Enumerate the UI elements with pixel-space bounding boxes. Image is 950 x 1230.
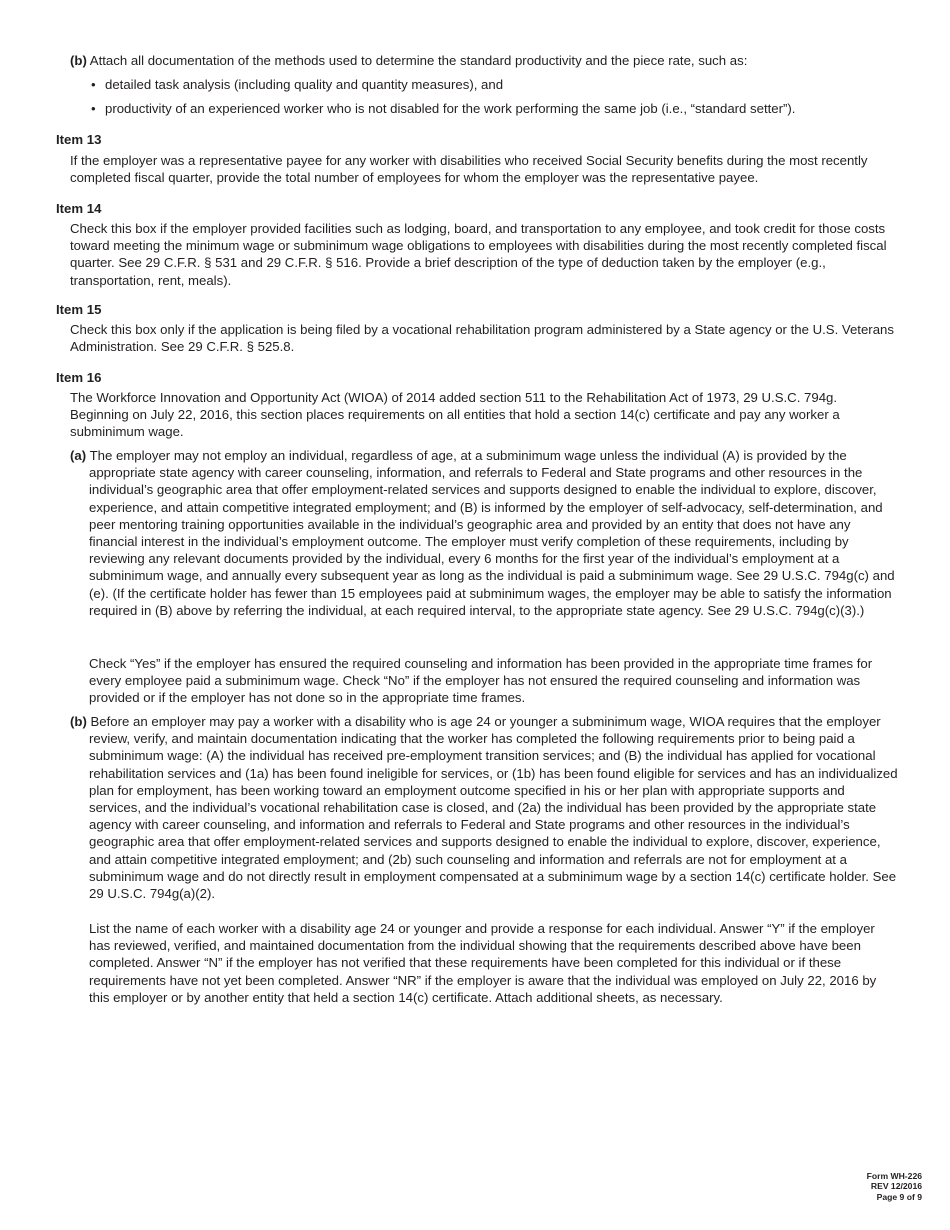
item12-b-label: (b) bbox=[70, 53, 87, 68]
form-revision: REV 12/2016 bbox=[870, 1181, 922, 1192]
item16-a-text2: Check “Yes” if the employer has ensured the required counseling and information has been provided in the appropriate time frames for every employee paid a subminimum wage. Check “No” if the employer has not ensured the required counseling and information was provided or if the employer has not done so in the appropriate time frames. bbox=[89, 656, 873, 706]
item16-intro: The Workforce Innovation and Opportunity Act (WIOA) of 2014 added section 511 to the Rehabilitation Act of 1973, 29 U.S.C. 794g. Beginning on July 22, 2016, this section places requirements on all entities that hold a section 14(c) certificate and pay any worker a subminimum wage. bbox=[70, 390, 840, 440]
item12-b-text: Attach all documentation of the methods used to determine the standard productivity and the piece rate, such as: bbox=[89, 53, 748, 68]
page-number: Page 9 of 9 bbox=[876, 1191, 922, 1202]
list-item bbox=[91, 76, 891, 93]
item13-heading: Item 13 bbox=[56, 132, 102, 147]
item16-b bbox=[70, 713, 898, 902]
item13-text: If the employer was a representative payee for any worker with disabilities who received Social Security benefits during the most recently completed fiscal quarter, provide the total number of employees for whom the employer was the representative payee. bbox=[70, 153, 868, 186]
form-number: Form WH-226 bbox=[866, 1171, 922, 1181]
item16-a-text: The employer may not employ an individual, regardless of age, at a subminimum wage unless the individual (A) is provided by the appropriate state agency with career counseling, information, and referrals to Federal and State programs and other resources in the individual’s geographic area that offer employment-related services and supports designed to enable the individual to explore, discover, experience, and attain competitive integrated employment; and (B) is informed by the employer of self-advocacy, self-determination, and peer mentoring training opportunities available in the individual’s geographic area and provided by an entity that does not have any financial interest in the individual’s employment outcome. The employer must verify completion of these requirements, including by reviewing any relevant documents provided by the individual, every 6 months for the first year of the individual’s employment at a subminimum wage, and annually every subsequent year as long as the individual is paid a subminimum wage. See 29 U.S.C. 794g(c) and (e). (If the certificate holder has fewer than 15 employees paid at subminimum wages, the employer may be able to satisfy the information required in (B) above by referring the individual, at each required interval, to the appropriate state agency. See 29 U.S.C. 794g(c)(3).) bbox=[89, 448, 895, 618]
item16-b-note bbox=[70, 920, 898, 1006]
item16-a bbox=[70, 447, 898, 619]
item14-text: Check this box if the employer provided facilities such as lodging, board, and transportation to any employee, and took credit for those costs toward meeting the minimum wage or subminimum wage obligations to employees with disabilities during the most recently completed fiscal quarter. See 29 C.F.R. § 531 and 29 C.F.R. § 516. Provide a brief description of the type of deduction taken by the employer (e.g., transportation, rent, meals). bbox=[70, 221, 887, 288]
item15-heading: Item 15 bbox=[56, 302, 102, 317]
item16-a-paragraph bbox=[70, 447, 898, 619]
bullet-icon: • bbox=[91, 101, 96, 116]
item16-b-text: Before an employer may pay a worker with a disability who is age 24 or younger a subminimum wage, WIOA requires that the employer review, verify, and maintain documentation indicating that the worker has completed the following requirements prior to being paid a subminimum wage: (A) the individual has received pre-employment transition services; and (B) the individual has applied for vocational rehabilitation services and (1a) has been found ineligible for services, or (1b) has been found eligible for services and has an individualized plan for employment, has been working toward an employment outcome specified in his or her plan with appropriate supports and services, and the individual’s vocational rehabilitation case is closed, and (2a) the individual has been provided by the appropriate state agency with career counseling, and information and referrals to Federal and State programs and other resources in the individual’s geographic area that offer employment-related services and supports designed to enable the individual to explore, discover, experience, and attain competitive integrated employment; and (2b) such counseling and information and referrals are not for employment at a subminimum wage and do not directly result in employment compensated at a subminimum wage by a section 14(c) certificate holder. See 29 U.S.C. 794g(a)(2). bbox=[89, 714, 898, 902]
item16-b-paragraph bbox=[70, 713, 898, 902]
item16-a-note bbox=[70, 655, 898, 707]
bullet-text: productivity of an experienced worker who is not disabled for the work performing the same job (i.e., “standard setter”). bbox=[105, 101, 796, 116]
form-footer bbox=[867, 1171, 922, 1202]
bullet-text: detailed task analysis (including quality and quantity measures), and bbox=[105, 77, 504, 92]
item12-b bbox=[70, 52, 900, 69]
item16-b-text2: List the name of each worker with a disability age 24 or younger and provide a response for each individual. Answer “Y” if the employer has reviewed, verified, and maintained documentation from the individual showing that the requirements described above have been completed. Answer “N” if the employer has not verified that these requirements have been completed for this individual or if these requirements have not yet been completed. Answer “NR” if the employer is aware that the individual was employed on July 22, 2016 by this employer or by another entity that held a section 14(c) certificate. Attach additional sheets, as necessary. bbox=[89, 921, 877, 1005]
bullet-icon: • bbox=[91, 77, 96, 92]
item15-text: Check this box only if the application is being filed by a vocational rehabilitation program administered by a State agency or the U.S. Veterans Administration. See 29 C.F.R. § 525.8. bbox=[70, 322, 894, 355]
item14-heading: Item 14 bbox=[56, 201, 102, 216]
item16-heading: Item 16 bbox=[56, 370, 102, 385]
item16-a-label: (a) bbox=[70, 448, 87, 463]
list-item bbox=[91, 100, 891, 117]
item16-b-label: (b) bbox=[70, 714, 87, 729]
